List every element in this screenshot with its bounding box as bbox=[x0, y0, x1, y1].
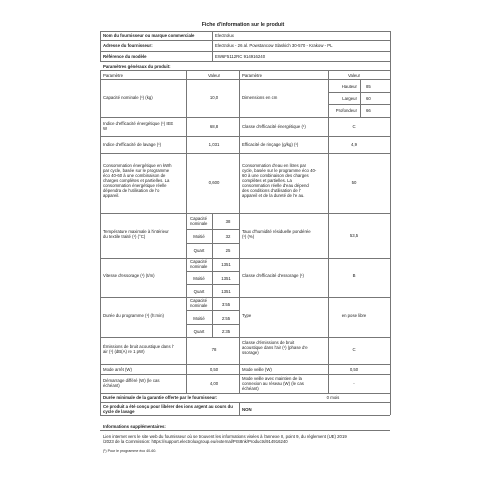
duration-quarter-value: 2:35 bbox=[221, 329, 231, 334]
divider bbox=[186, 271, 239, 272]
divider bbox=[186, 284, 239, 285]
column-divider bbox=[186, 381, 187, 393]
standby-label: Mode veille (W) bbox=[242, 367, 272, 372]
divider bbox=[100, 70, 390, 71]
temp-sub-label-quarter: Quart bbox=[193, 248, 205, 253]
washing-index-value: 1,031 bbox=[208, 142, 220, 147]
silver-ions-value: NON bbox=[242, 407, 252, 412]
divider bbox=[328, 92, 390, 93]
col-header-parameter-left: Paramètre bbox=[103, 73, 124, 78]
divider bbox=[186, 324, 239, 325]
divider bbox=[100, 117, 390, 118]
divider bbox=[100, 213, 390, 214]
divider bbox=[100, 415, 390, 416]
footnote: (¹) Pour le programme éco 40-60. bbox=[103, 449, 157, 453]
capacity-value: 10,0 bbox=[209, 95, 219, 100]
divider bbox=[186, 229, 239, 230]
col-header-value-right: Valeur bbox=[347, 73, 361, 78]
divider bbox=[100, 430, 390, 431]
spin-speed-label: Vitesse d'essorage (¹) (t/m) bbox=[103, 273, 155, 278]
column-divider bbox=[239, 381, 240, 393]
col-header-value-left: Valeur bbox=[207, 73, 221, 78]
duration-sub-label-quarter: Quart bbox=[193, 329, 205, 334]
type-value: en pose libre bbox=[341, 313, 367, 318]
dimensions-label: Dimensions en cm bbox=[242, 95, 278, 100]
model-reference-label: Référence du modèle bbox=[103, 54, 147, 59]
column-divider bbox=[328, 381, 329, 393]
temp-half-value: 32 bbox=[225, 234, 231, 239]
energy-consumption-label: Consommation énergétique en kWh par cycle, basée sur le programme éco 40-60 à une combinaison de charges complètes et partielles. La consommation énergétique réelle dépendra de l'utilisation de l'o appareil. bbox=[103, 163, 172, 198]
column-divider bbox=[239, 402, 240, 415]
divider bbox=[328, 104, 390, 105]
depth-value: 66 bbox=[366, 108, 371, 113]
washing-index-label: Indice d'efficacité de lavage (¹) bbox=[103, 142, 162, 147]
moisture-value: 53,5 bbox=[349, 233, 359, 238]
divider bbox=[100, 297, 390, 298]
spin-class-label: Classe d'efficacité d'essorage (¹) bbox=[242, 273, 304, 278]
warranty-value: 0 mois bbox=[326, 395, 340, 400]
depth-label: Profondeur bbox=[335, 108, 357, 113]
page-title: Fiche d'information sur le produit bbox=[201, 22, 285, 28]
divider bbox=[100, 402, 390, 403]
network-standby-label: Mode veille avec maintien de la connexion au réseau (W) (le cas échéant) bbox=[242, 376, 304, 391]
energy-class-value: C bbox=[352, 124, 356, 129]
duration-label: Durée du programme (¹) (h:min) bbox=[103, 313, 164, 318]
divider bbox=[100, 374, 390, 375]
spin-nominal-value: 1351 bbox=[221, 262, 231, 267]
temp-nominal-value: 38 bbox=[225, 219, 231, 224]
divider bbox=[100, 51, 390, 52]
water-consumption-label: Consommation d'eau en litres par cycle, basée sur le programme éco 40- 60 à une combinaison des charges complètes et partielles. La consommation réelle d'eau dépend des conditions d'utilisation de l' appareil et de la dureté de l'e au. bbox=[242, 163, 317, 198]
divider bbox=[100, 258, 390, 259]
supplier-address-value: Electrolux - 26 al. Powstancow Slaskich 30-570 - Krakow - PL bbox=[215, 43, 333, 48]
capacity-label: Capacité nominale (¹) (kg) bbox=[103, 95, 153, 100]
spin-sub-label-nominal: Capacité nominale bbox=[190, 259, 208, 269]
supplier-name-label: Nom du fournisseur ou marque commerciale bbox=[103, 33, 195, 38]
silver-ions-label: Ce produit a été conçu pour libérer des ions argent au cours du cycle de lavage bbox=[103, 404, 233, 414]
noise-emissions-label: Émissions de bruit acoustique dans l' air (¹) (dB(A) re 1 pW) bbox=[103, 344, 174, 354]
divider bbox=[100, 79, 390, 80]
supplier-name-value: Electrolux bbox=[215, 33, 234, 38]
duration-nominal-value: 3:55 bbox=[221, 302, 231, 307]
delay-start-value: 4,00 bbox=[209, 381, 219, 386]
width-label: Largeur bbox=[342, 96, 357, 101]
energy-class-label: Classe d'efficacité énergétique (¹) bbox=[242, 124, 306, 129]
eei-label: Indice d'efficacité énergétique (¹) IEE W bbox=[103, 121, 174, 131]
table-border bbox=[100, 31, 101, 61]
network-standby-value: - bbox=[353, 381, 355, 386]
noise-class-value: C bbox=[352, 347, 356, 352]
spin-quarter-value: 1351 bbox=[221, 289, 231, 294]
noise-emissions-value: 78 bbox=[211, 347, 217, 352]
divider bbox=[100, 136, 390, 137]
divider bbox=[100, 61, 390, 62]
spin-sub-label-half: Moitié bbox=[193, 276, 205, 281]
column-divider bbox=[212, 297, 213, 337]
divider bbox=[186, 310, 239, 311]
duration-half-value: 2:55 bbox=[221, 316, 231, 321]
general-parameters-heading: Paramètres généraux du produit: bbox=[103, 64, 171, 69]
temp-sub-label-nominal: Capacité nominale bbox=[190, 216, 208, 226]
moisture-label: Taux d'humidité résiduelle pondérée (¹) (%) bbox=[242, 229, 311, 239]
spin-sub-label-quarter: Quart bbox=[193, 289, 205, 294]
spin-class-value: B bbox=[352, 273, 356, 278]
eei-value: 68,8 bbox=[209, 124, 219, 129]
max-temperature-label: Température maximale à l'intérieur du textile traité (¹) (°C) bbox=[103, 229, 169, 239]
duration-sub-label-half: Moitié bbox=[193, 316, 205, 321]
off-mode-value: 0,50 bbox=[209, 367, 219, 372]
duration-sub-label-nominal: Capacité nominale bbox=[190, 298, 208, 308]
table-border bbox=[390, 31, 391, 415]
energy-consumption-value: 0,600 bbox=[208, 180, 220, 185]
width-value: 60 bbox=[366, 96, 371, 101]
spin-half-value: 1351 bbox=[221, 276, 231, 281]
divider bbox=[100, 40, 390, 41]
table-border bbox=[100, 381, 101, 415]
divider bbox=[100, 31, 390, 32]
supplier-address-label: Adresse du fournisseur: bbox=[103, 43, 153, 48]
temp-sub-label-half: Moitié bbox=[193, 234, 205, 239]
divider bbox=[100, 393, 390, 394]
additional-info-heading: Informations supplémentaires: bbox=[103, 424, 166, 429]
model-reference-value: EW6F5112RC 914916240 bbox=[215, 54, 266, 59]
column-divider bbox=[360, 79, 361, 117]
rinsing-value: 4,9 bbox=[351, 142, 357, 147]
height-value: 85 bbox=[366, 84, 371, 89]
standby-value: 0,50 bbox=[349, 367, 359, 372]
warranty-label: Durée minimale de la garantie offerte par le fournisseur: bbox=[103, 395, 218, 400]
noise-class-label: Classe d'émissions de bruit acoustique dans l'air (¹) (phase d'e ssorage) bbox=[242, 340, 308, 355]
height-label: Hauteur bbox=[341, 84, 357, 89]
water-consumption-value: 50 bbox=[351, 180, 357, 185]
column-divider bbox=[212, 31, 213, 61]
temp-quarter-value: 25 bbox=[225, 248, 231, 253]
type-label: Type bbox=[242, 313, 252, 318]
rinsing-label: Efficacité de rinçage (g/kg) (¹) bbox=[242, 142, 299, 147]
column-divider bbox=[212, 258, 213, 297]
divider bbox=[100, 337, 390, 338]
divider bbox=[186, 243, 239, 244]
delay-start-label: Démarrage différé (W) (le cas échéant) bbox=[103, 378, 160, 388]
additional-info-text: Lien internet vers le site web du fournisseur où se trouvent les informations visées à l'annexe II, point 9, du règlement (UE) 2019 /2023 de la Commission: https://support.electroluxgroup.eu/external/PIS8nk/Products/914916240 bbox=[103, 434, 347, 445]
divider bbox=[100, 364, 390, 365]
divider bbox=[100, 153, 390, 154]
off-mode-label: Mode arrêt (W) bbox=[103, 367, 132, 372]
column-divider bbox=[212, 213, 213, 258]
col-header-parameter-right: Paramètre bbox=[242, 73, 263, 78]
